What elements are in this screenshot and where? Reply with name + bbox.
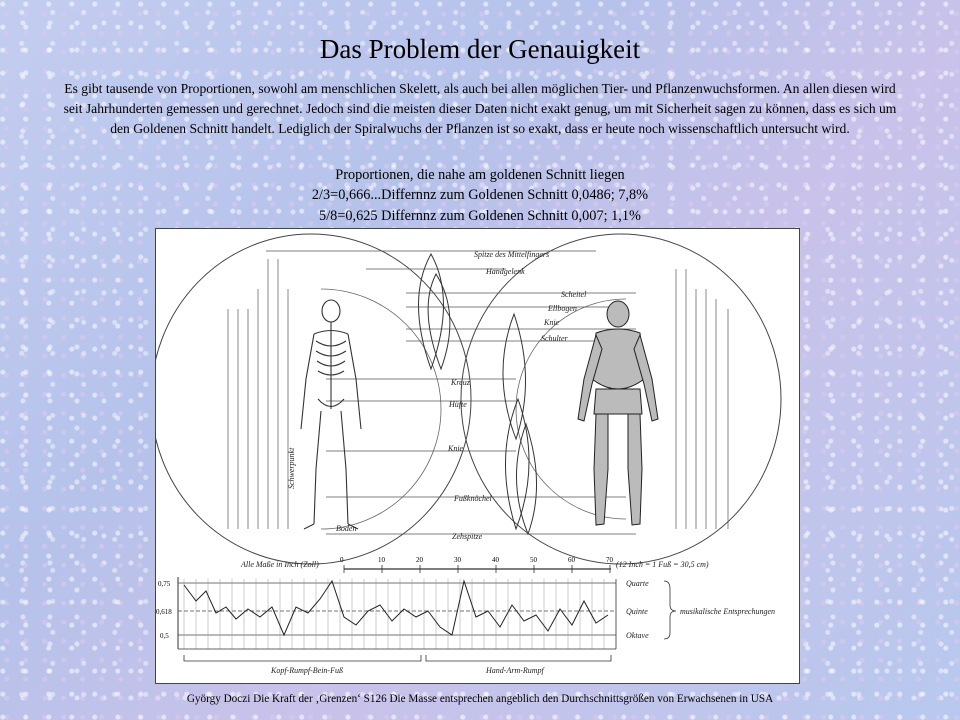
label-ellbogen: Ellbogen <box>548 304 577 313</box>
scale-tick-label: 20 <box>416 556 423 564</box>
label-quarte: Quarte <box>626 579 649 588</box>
label-schulter: Schulter <box>541 334 568 343</box>
ratio-tick-0618: 0,618 <box>156 608 172 616</box>
muscle-figure <box>578 301 658 525</box>
ratio-tick-05: 0,5 <box>160 632 169 640</box>
skeleton-figure <box>301 300 361 529</box>
label-handgelenk: Handgelenk <box>486 267 525 276</box>
scale-tick-label: 60 <box>568 556 575 564</box>
page-title: Das Problem der Genauigkeit <box>319 34 641 64</box>
label-oktave: Oktave <box>626 631 649 640</box>
scale-tick-label: 40 <box>492 556 499 564</box>
label-kreuz: Kreuz <box>451 378 470 387</box>
label-schwerpunkt: Schwerpunkt <box>287 447 296 489</box>
ratio-5-8: 5/8=0,625 Differnnz zum Goldenen Schnitt 0,007; 1,1% <box>319 208 641 224</box>
label-masse: Alle Maße in Inch (Zoll) <box>241 560 319 569</box>
inch-scale <box>240 556 709 573</box>
label-scale-note: (12 Inch = 1 Fuß = 30,5 cm) <box>616 560 709 569</box>
left-circle <box>156 234 471 564</box>
label-zehspitze: Zehspitze <box>452 532 483 541</box>
scale-tick-label: 30 <box>454 556 461 564</box>
label-boden: Boden <box>336 524 357 533</box>
intro-paragraph: Es gibt tausende von Proportionen, sowohl am menschlichen Skelett, als auch bei allen möglichen Tier- und Pflanzenwuchsformen. An allen diesen wird seit Jahrhunderten gemessen und gerechnet. Jedoch sind die meisten dieser Daten nicht exakt genug, um mit Sicherheit sagen zu können, dass es sich um den Goldenen Schnitt handelt. Lediglich der Spiralwuchs der Pflanzen ist so exakt, dass er heute noch wissenschaftlich untersucht wird. <box>63 81 897 136</box>
scale-tick-label: 0 <box>340 556 344 564</box>
label-scheitel: Scheitel <box>561 290 587 299</box>
scale-tick-label: 50 <box>530 556 537 564</box>
label-fussknoechel: Fußknöchel <box>454 494 492 503</box>
label-kopf-rumpf: Kopf-Rumpf-Bein-Fuß <box>271 666 343 675</box>
source-caption: György Doczi Die Kraft der ‚Grenzen‘ S126 Die Masse entsprechen angeblich den Durchschnittsgrößen von Erwachsenen in USA <box>186 693 774 705</box>
scale-tick-label: 10 <box>378 556 385 564</box>
subheading: Proportionen, die nahe am goldenen Schnitt liegen <box>335 167 625 183</box>
label-knie-left: Knie <box>448 444 464 453</box>
label-hand-arm: Hand-Arm-Rumpf <box>486 666 544 675</box>
ratio-2-3: 2/3=0,666...Differnnz zum Goldenen Schnitt 0,0486; 7,8% <box>311 187 649 203</box>
label-knie-right: Knie <box>544 318 560 327</box>
figure-drawing <box>156 229 799 683</box>
proportion-figure <box>155 228 800 684</box>
ratio-tick-075: 0,75 <box>158 580 171 588</box>
label-quinte: Quinte <box>626 607 648 616</box>
scale-tick-label: 70 <box>606 556 613 564</box>
ratio-chart <box>156 577 775 675</box>
label-spitze: Spitze des Mittelfingers <box>474 250 550 259</box>
label-musikalisch: musikalische Entsprechungen <box>680 607 776 616</box>
label-huefte: Hüfte <box>449 400 467 409</box>
